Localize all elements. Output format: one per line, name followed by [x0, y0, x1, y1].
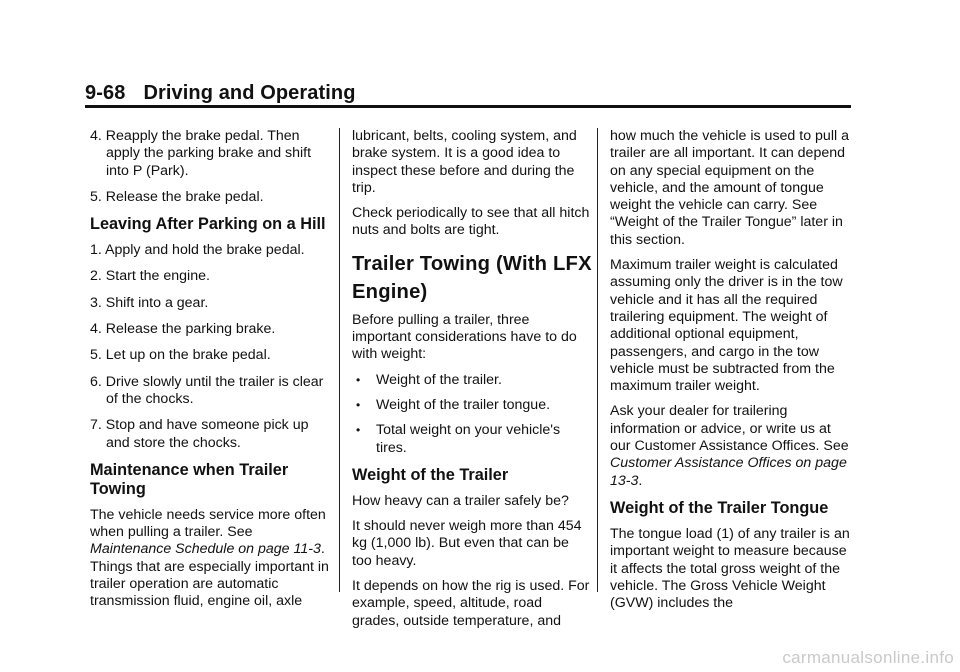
column-1 — [90, 128, 330, 619]
bullet-item: • Total weight on your vehicle's tires. — [356, 422, 561, 456]
column-3 — [610, 128, 855, 620]
paragraph: Ask your dealer for trailering information or advice, or write us at our Customer Assistance Offices. See Customer Assistance Offices on page 13-3. — [610, 403, 849, 489]
heading-weight-tongue: Weight of the Trailer Tongue — [610, 498, 829, 517]
list-item: 6. Drive slowly until the trailer is clear of the chocks. — [90, 373, 324, 407]
page-number: 9-68 — [85, 82, 126, 104]
bullet-icon: • — [356, 423, 361, 438]
page-header — [85, 82, 356, 105]
heading-trailer-towing: Trailer Towing (With LFX Engine) — [352, 252, 592, 303]
paragraph: The tongue load (1) of any trailer is an important weight to measure because it affects the total gross weight of the vehicle. The Gross Vehicle Weight (GVW) includes the — [610, 525, 850, 612]
heading-maintenance: Maintenance when Trailer Towing — [90, 460, 289, 498]
section-title: Driving and Operating — [143, 82, 356, 104]
column-2 — [352, 128, 592, 638]
list-item: 5. Let up on the brake pedal. — [90, 347, 271, 364]
paragraph: Maximum trailer weight is calculated assuming only the driver is in the tow vehicle and it has all the required trailering equipment. The weight of additional optional equipment, passengers, and cargo in the tow vehicle must be subtracted from the maximum trailer weight. — [610, 257, 843, 395]
paragraph: How heavy can a trailer safely be? — [352, 492, 569, 509]
bullet-icon: • — [356, 372, 361, 387]
list-item: 3. Shift into a gear. — [90, 294, 209, 311]
list-item: 5. Release the brake pedal. — [90, 188, 264, 205]
watermark: carmanualsonline.info — [782, 648, 954, 667]
heading-leaving-hill: Leaving After Parking on a Hill — [90, 215, 326, 234]
list-item: 2. Start the engine. — [90, 268, 210, 285]
paragraph: Before pulling a trailer, three important considerations have to do with weight: — [352, 311, 577, 363]
list-item: 7. Stop and have someone pick up and store the chocks. — [90, 417, 309, 451]
maintenance-link[interactable]: Maintenance Schedule on page 11-3 — [90, 541, 321, 558]
list-item: 4. Release the parking brake. — [90, 321, 276, 338]
bullet-icon: • — [356, 397, 361, 412]
list-item: 1. Apply and hold the brake pedal. — [90, 242, 305, 259]
column-divider — [597, 128, 598, 592]
customer-assistance-link[interactable]: Customer Assistance Offices on page 13-3 — [610, 455, 847, 489]
maintenance-paragraph: The vehicle needs service more often when pulling a trailer. See Maintenance Schedule on page 11-3. Things that are especially important in trailer operation are automatic transmission fluid, engine oil, axle — [90, 506, 329, 610]
bullet-item: • Weight of the trailer. — [356, 371, 502, 388]
column-divider — [339, 128, 340, 592]
paragraph: how much the vehicle is used to pull a trailer are all important. It can depend on any special equipment on the vehicle, and the amount of tongue weight the vehicle can carry. See “Weight of the Trailer Tongue” later in this section. — [610, 128, 849, 248]
paragraph: It depends on how the rig is used. For example, speed, altitude, road grades, outside temperature, and — [352, 578, 590, 629]
list-item: 4. Reapply the brake pedal. Then apply the parking brake and shift into P (Park). — [90, 128, 312, 179]
heading-weight-trailer: Weight of the Trailer — [352, 465, 509, 484]
header-rule — [85, 105, 851, 108]
bullet-item: • Weight of the trailer tongue. — [356, 396, 551, 413]
paragraph: Check periodically to see that all hitch nuts and bolts are tight. — [352, 205, 590, 239]
paragraph: lubricant, belts, cooling system, and brake system. It is a good idea to inspect these before and during the trip. — [352, 128, 577, 196]
paragraph: It should never weigh more than 454 kg (1,000 lb). But even that can be too heavy. — [352, 518, 582, 569]
